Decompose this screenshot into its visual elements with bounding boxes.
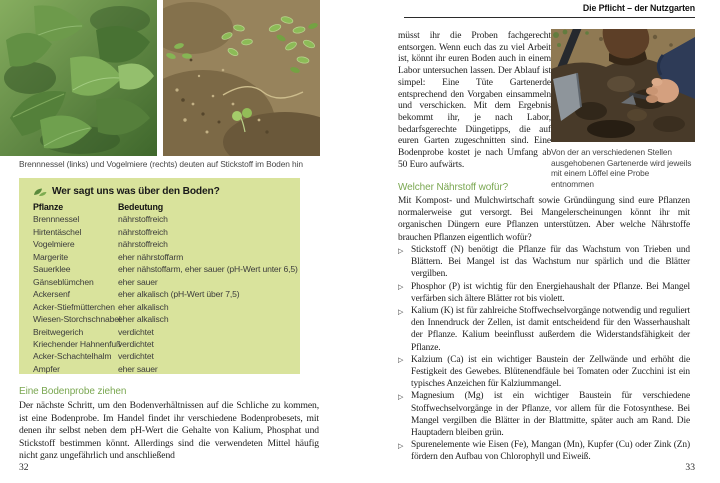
soil-indicator-infobox: [19, 178, 300, 374]
table-cell-plant: Acker-Stiefmütterchen: [33, 301, 115, 312]
bullet-magnesium: [398, 390, 690, 439]
soil-indicator-table: [33, 201, 298, 375]
photo-nettle: [0, 0, 157, 156]
triangle-bullet-icon: ▷: [398, 283, 404, 292]
table-cell-plant: Kriechender Hahnenfuß: [33, 338, 122, 349]
table-cell-meaning: nährstoffreich: [118, 239, 168, 250]
table-cell-plant: Breitwegerich: [33, 326, 84, 337]
triangle-bullet-icon: ▷: [398, 441, 404, 450]
leaf-icon: [33, 187, 47, 197]
running-header: Die Pflicht – der Nutzgarten: [582, 3, 695, 13]
table-cell-meaning: eher nähstoffarm, eher sauer (pH-Wert unter 6,5): [118, 264, 298, 275]
table-cell-plant: Brennnessel: [33, 214, 80, 225]
table-cell-plant: Wiesen-Storchschnabel: [33, 314, 121, 325]
triangle-bullet-icon: ▷: [398, 246, 404, 255]
bullet-stickstoff: [398, 244, 690, 281]
triangle-bullet-icon: ▷: [398, 356, 404, 365]
photo-chickweed: [163, 0, 320, 156]
table-cell-meaning: nährstoffreich: [118, 214, 168, 225]
page-number-right: 33: [685, 462, 695, 473]
table-cell-plant: Vogelmiere: [33, 239, 75, 250]
right-page-paragraph: Mit Kompost- und Mulchwirtschaft sowie Gründüngung sind eure Pflanzen normalerweise gut versorgt. Bei Mangelerscheinungen könnt ihr mit organischen Düngern eure Pflanzen unterstützen. Aber welche Nährstoffe brauchen Pflanzen eigentlich wofür?: [398, 196, 690, 243]
photo-caption-right: Von der an verschiedenen Stellen ausgehobenen Gartenerde wird jeweils mit einem Löffel eine Probe entnommen: [551, 147, 692, 189]
table-cell-meaning: eher alkalisch (pH-Wert über 7,5): [118, 289, 240, 300]
table-cell-plant: Hirtentäschel: [33, 226, 82, 237]
table-cell-meaning: eher alkalisch: [118, 314, 169, 325]
bullet-text: Kalium (K) ist für zahlreiche Stoffwechselvorgänge notwendig und reguliert den Innendruck der Zellen, ist damit entscheidend für den Wasserhaushalt der Pflanze. Kalium beeinflusst außerdem die Widerstandsfähigkeit der Pflanze.: [411, 306, 690, 353]
section-heading-naehrstoff: Welcher Nährstoff wofür?: [398, 182, 509, 193]
table-cell-meaning: verdichtet: [118, 338, 154, 349]
table-cell-plant: Margerite: [33, 251, 68, 262]
triangle-bullet-icon: ▷: [398, 307, 404, 316]
table-cell-plant: Sauerklee: [33, 264, 71, 275]
table-cell-meaning: verdichtet: [118, 351, 154, 362]
table-cell-meaning: verdichtet: [118, 326, 154, 337]
table-cell-meaning: eher nährstoffarm: [118, 251, 184, 262]
bullet-text: Phosphor (P) ist wichtig für den Energiehaushalt der Pflanze. Bei Mangel verfärben sich ältere Blätter rot bis violett.: [411, 281, 690, 304]
bullet-text: Stickstoff (N) benötigt die Pflanze für das Wachstum von Trieben und Blättern. Bei Mangel ist das Wachstum nur spärlich und die Blätter vergilben.: [411, 245, 690, 280]
bullet-spurenelemente: [398, 439, 690, 463]
table-cell-plant: Acker-Schachtelhalm: [33, 351, 112, 362]
table-cell-plant: Ampfer: [33, 363, 60, 374]
left-page-paragraph: Der nächste Schritt, um den Bodenverhältnissen auf die Schliche zu kommen, ist eine Bodenprobe. Im Handel findet ihr verschiedene Bodenprobesets, mit denen ihr selbst neben dem pH-Wert die Gehalte von Kalium, Phosphat und Stickstoff bestimmen könnt. Allerdings sind die verwendeten Mittel häufig nicht ganz ungefährlich und anschließend: [19, 400, 319, 462]
photo-caption-left: Brennnessel (links) und Vogelmiere (rechts) deuten auf Stickstoff im Boden hin: [19, 159, 303, 169]
table-cell-meaning: eher sauer: [118, 363, 158, 374]
table-col-header: Bedeutung: [118, 202, 163, 212]
bullet-kalium: [398, 305, 690, 354]
photo-soil-sample: [551, 29, 695, 142]
bullet-text: Kalzium (Ca) ist ein wichtiger Baustein der Zellwände und erhöht die Festigkeit des Gewebes. Blütenendfäule bei Tomaten oder Zucchini ist ein typisches Anzeichen für Kalziummangel.: [411, 354, 690, 390]
table-cell-meaning: eher sauer: [118, 276, 158, 287]
table-cell-meaning: eher alkalisch: [118, 301, 169, 312]
bullet-text: Magnesium (Mg) ist ein wichtiger Baustein für verschiedene Stoffwechselvorgänge in der Pflanze, vor allem für die Fotosynthese. Bei Mangel vergilben die Blätter in der Blattmitte, später auch am Rand. Die Hauptadern bleiben grün.: [411, 391, 690, 439]
nutrient-bullet-list: [398, 244, 690, 464]
infobox-title: Wer sagt uns was über den Boden?: [52, 186, 220, 197]
bullet-text: Spurenelemente wie Eisen (Fe), Mangan (Mn), Kupfer (Cu) oder Zink (Zn) fördern den Aufbau von Chlorophyll und Eiweiß.: [411, 440, 690, 463]
table-cell-plant: Gänseblümchen: [33, 276, 94, 287]
section-heading-bodenprobe: Eine Bodenprobe ziehen: [19, 386, 127, 397]
table-cell-meaning: nährstoffreich: [118, 226, 168, 237]
page-number-left: 32: [19, 462, 29, 473]
header-rule: [404, 17, 695, 18]
table-col-header: Pflanze: [33, 202, 64, 212]
triangle-bullet-icon: ▷: [398, 392, 404, 401]
right-intro-paragraph: müsst ihr die Proben fachgerecht entsorgen. Wenn euch das zu viel Arbeit ist, könnt ihr euren Boden auch in einem Labor untersuchen lassen. Der Ablauf ist simpel: Eine Tüte Gartenerde entsprechend den Vorgaben einsammeln und verschicken. Mit dem Ergebnis bekommt ihr, je nach Labor, bedarfsgerechte Düngetipps, die auf euren Garten zugeschnitten sind. Eine Bodenprobe kostet je nach Umfang ab 50 Euro aufwärts.: [398, 31, 551, 170]
table-cell-plant: Ackersenf: [33, 289, 70, 300]
bullet-phosphor: [398, 281, 690, 305]
bullet-kalzium: [398, 354, 690, 391]
